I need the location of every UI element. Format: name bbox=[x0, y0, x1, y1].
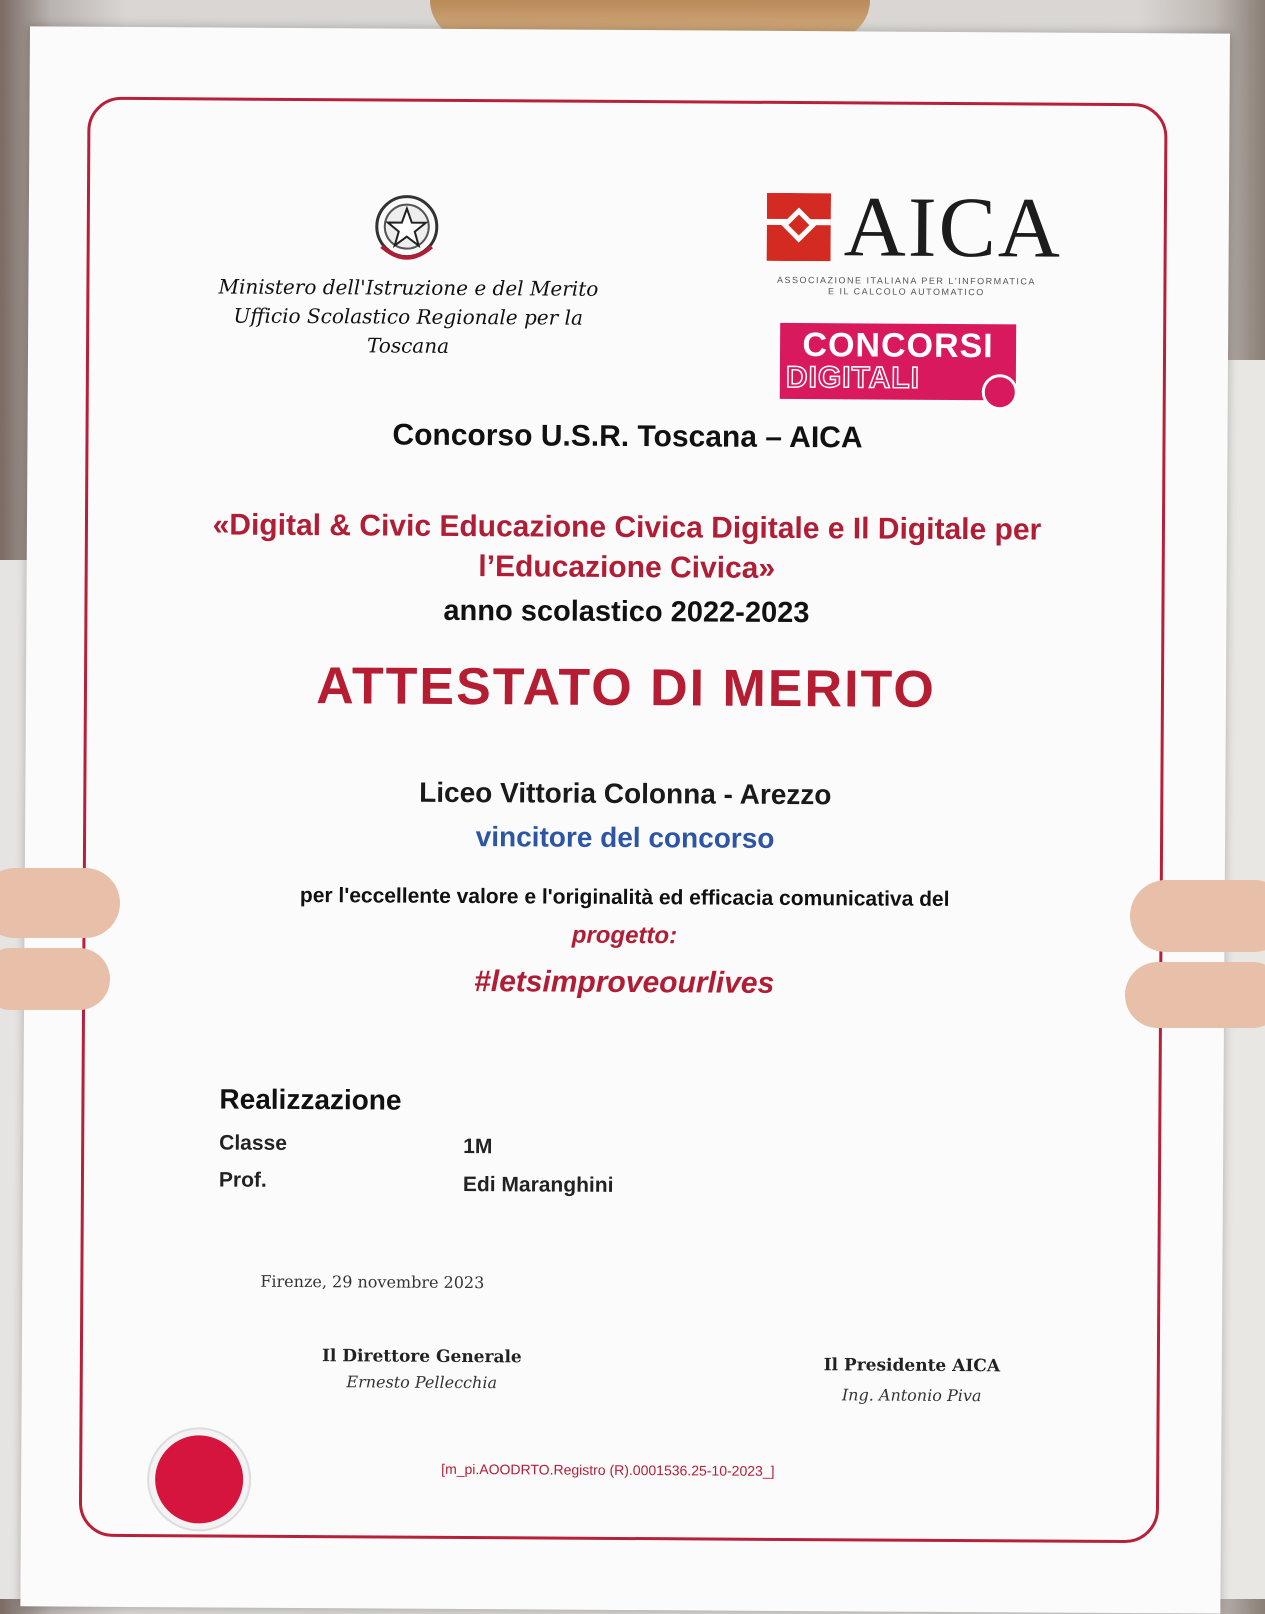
concorsi-logo-dot-icon bbox=[982, 374, 1018, 410]
signature-right-name: Ing. Antonio Piva bbox=[841, 1385, 982, 1406]
italian-emblem-icon bbox=[366, 188, 448, 270]
ministry-name: Ministero dell'Istruzione e del Merito bbox=[218, 274, 599, 301]
project-label: progetto: bbox=[571, 921, 678, 950]
school-name: Liceo Vittoria Colonna - Arezzo bbox=[419, 776, 832, 811]
signature-left-title: Il Direttore Generale bbox=[321, 1346, 522, 1368]
signature-right-title: Il Presidente AICA bbox=[823, 1355, 1001, 1377]
aica-logo-icon bbox=[767, 193, 831, 261]
ministry-office: Ufficio Scolastico Regionale per la Toscana bbox=[233, 303, 584, 358]
certificate-paper bbox=[20, 26, 1230, 1613]
reason-text: per l'eccellente valore e l'originalità ed efficacia comunicativa del bbox=[299, 884, 950, 911]
concorsi-digitali-logo bbox=[780, 323, 1016, 400]
finger-left-1 bbox=[0, 868, 120, 938]
ministry-header bbox=[198, 272, 619, 362]
school-year: anno scolastico 2022-2023 bbox=[443, 594, 810, 630]
concorsi-logo-line1: CONCORSI bbox=[802, 326, 994, 366]
place-date: Firenze, 29 novembre 2023 bbox=[260, 1271, 485, 1293]
class-label: Classe bbox=[219, 1131, 287, 1155]
finger-left-2 bbox=[0, 948, 110, 1010]
class-value: 1M bbox=[463, 1135, 493, 1159]
contest-title: Concorso U.S.R. Toscana – AICA bbox=[392, 418, 863, 455]
aica-wordmark: AICA bbox=[843, 178, 1063, 276]
seal-sticker-icon bbox=[149, 1429, 250, 1530]
aica-subtitle bbox=[766, 275, 1046, 299]
aica-subtitle-line2: E IL CALCOLO AUTOMATICO bbox=[827, 286, 985, 298]
registry-code: [m_pi.AOODRTO.Registro (R).0001536.25-10-2023_] bbox=[441, 1460, 775, 1479]
contest-subtitle: «Digital & Civic Educazione Civica Digitale e Il Digitale per l’Educazione Civica» bbox=[212, 508, 1042, 585]
certificate-title: ATTESTATO DI MERITO bbox=[315, 657, 936, 719]
finger-right-1 bbox=[1130, 880, 1265, 952]
winner-text: vincitore del concorso bbox=[475, 821, 775, 854]
signature-left-name: Ernesto Pellecchia bbox=[346, 1372, 498, 1393]
prof-value: Edi Maranghini bbox=[462, 1173, 614, 1197]
aica-subtitle-line1: ASSOCIAZIONE ITALIANA PER L'INFORMATICA bbox=[776, 274, 1036, 287]
realization-heading: Realizzazione bbox=[219, 1083, 402, 1116]
prof-label: Prof. bbox=[218, 1168, 267, 1192]
concorsi-logo-line2: DIGITALI bbox=[785, 360, 921, 395]
project-name: #letsimproveourlives bbox=[474, 965, 775, 1000]
finger-right-2 bbox=[1125, 962, 1265, 1028]
